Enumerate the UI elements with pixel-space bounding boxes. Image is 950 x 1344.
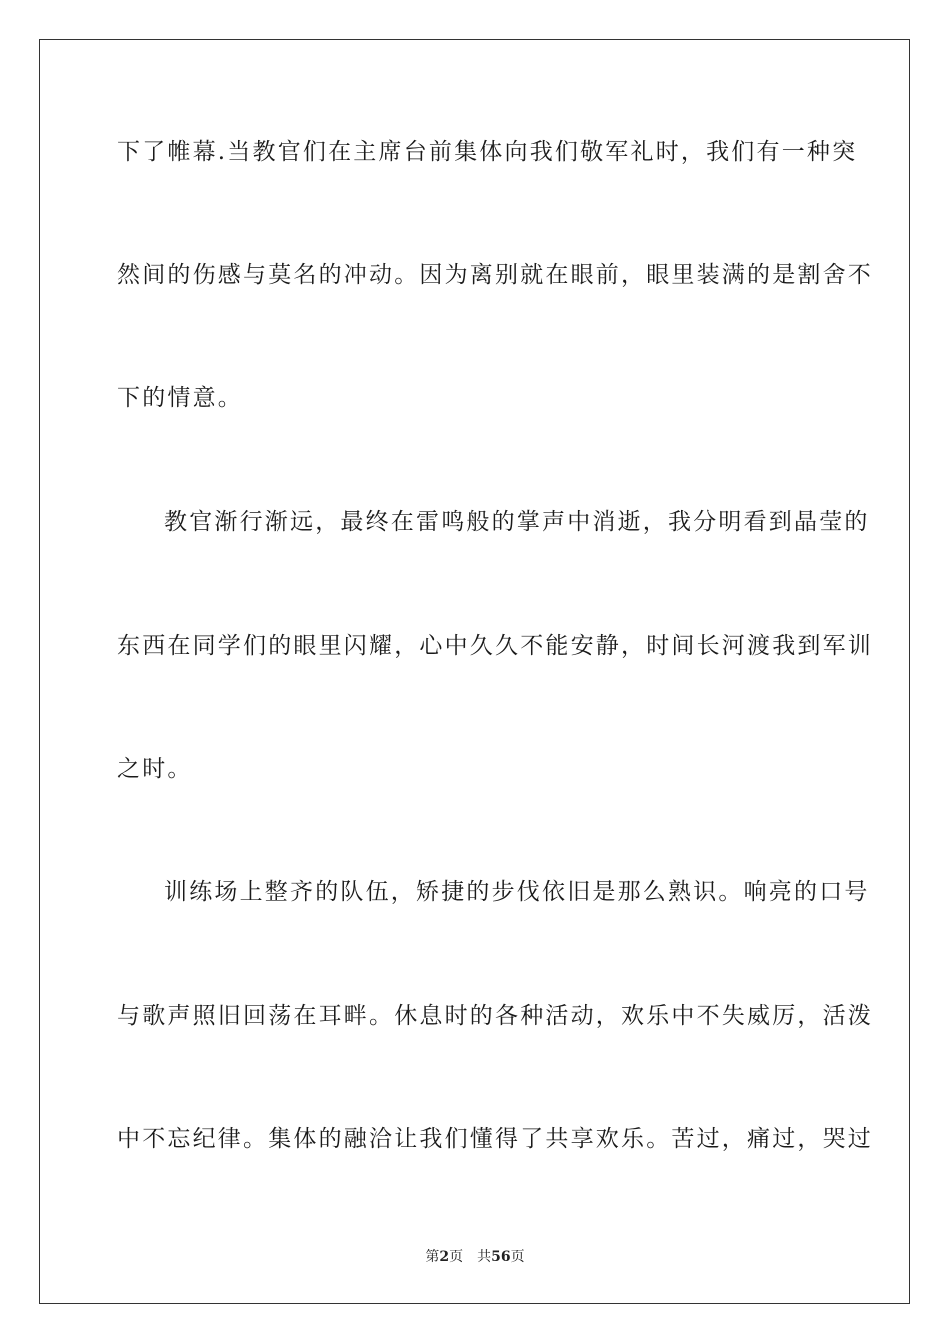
- body-line-9: 中不忘纪律。集体的融洽让我们懂得了共享欢乐。苦过，痛过，哭过: [117, 1126, 873, 1152]
- body-line-1: 下了帷幕.当教官们在主席台前集体向我们敬军礼时，我们有一种突: [117, 139, 858, 165]
- page-border: [39, 39, 910, 1304]
- page-number: 2: [439, 1249, 450, 1265]
- total-suffix: 页: [510, 1249, 525, 1265]
- page-suffix: 页: [449, 1249, 464, 1265]
- total-prefix: 共: [477, 1249, 492, 1265]
- body-line-8: 与歌声照旧回荡在耳畔。休息时的各种活动，欢乐中不失威厉，活泼: [117, 1003, 873, 1029]
- body-line-4: 教官渐行渐远，最终在雷鸣般的掌声中消逝，我分明看到晶莹的: [164, 509, 870, 535]
- total-pages: 56: [491, 1249, 511, 1265]
- body-line-7: 训练场上整齐的队伍，矫捷的步伐依旧是那么熟识。响亮的口号: [164, 879, 870, 905]
- body-line-2: 然间的伤感与莫名的冲动。因为离别就在眼前，眼里装满的是割舍不: [117, 262, 873, 288]
- body-line-3: 下的情意。: [117, 385, 243, 411]
- body-line-6: 之时。: [117, 756, 193, 782]
- page-footer: [0, 1248, 950, 1266]
- body-line-5: 东西在同学们的眼里闪耀，心中久久不能安静，时间长河渡我到军训: [117, 633, 873, 659]
- page-prefix: 第: [425, 1249, 440, 1265]
